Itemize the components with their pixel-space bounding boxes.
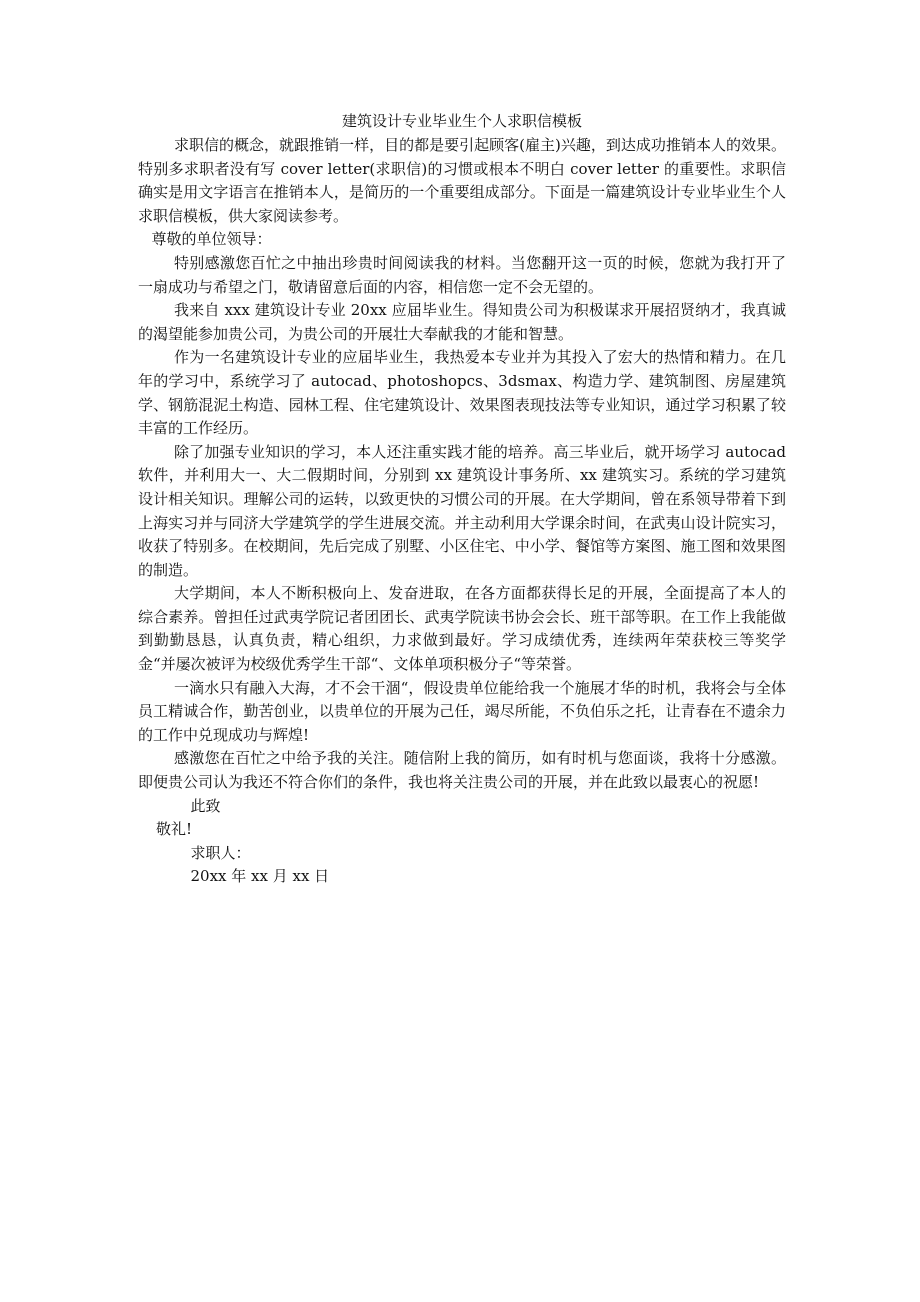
signer-line: 求职人： xyxy=(190,843,251,862)
closing-line-1: 此致 xyxy=(190,796,221,815)
salutation: 尊敬的单位领导： xyxy=(151,230,272,249)
document-page xyxy=(138,110,786,889)
body-paragraph-5: 大学期间，本人不断积极向上、发奋进取，在各方面都获得长足的开展，全面提高了本人的综合素养。曾担任过武夷学院记者团团长、武夷学院读书协会会长、班干部等职。在工作上我能做到勤勤恳恳，认真负责，精心组织，力求做到最好。学习成绩优秀，连续两年荣获校三等奖学金“并屡次被评为校级优秀学生干部“、文体单项积极分子“等荣誉。 xyxy=(138,584,786,674)
body-paragraph-6: 一滴水只有融入大海，才不会干涸“，假设贵单位能给我一个施展才华的时机，我将会与全体员工精诚合作，勤苦创业，以贵单位的开展为己任，竭尽所能，不负伯乐之托，让青春在不遗余力的工作中兑现成功与辉煌! xyxy=(138,678,786,744)
intro-paragraph: 求职信的概念，就跟推销一样，目的都是要引起顾客(雇主)兴趣，到达成功推销本人的效果。特别多求职者没有写 cover letter(求职信)的习惯或根本不明白 cover letter 的重要性。求职信确实是用文字语言在推销本人，是简历的一个重要组成部分。下面是一篇建筑设计专业毕业生个人求职信模板，供大家阅读参考。 xyxy=(138,136,786,225)
closing-line-2: 敬礼! xyxy=(156,820,193,839)
body-paragraph-3: 作为一名建筑设计专业的应届毕业生，我热爱本专业并为其投入了宏大的热情和精力。在几年的学习中，系统学习了 autocad、photoshopcs、3dsmax、构造力学、建筑制图、房屋建筑学、钢筋混泥土构造、园林工程、住宅建筑设计、效果图表现技法等专业知识，通过学习积累了较丰富的工作经历。 xyxy=(138,348,786,438)
date-line: 20xx 年 xx 月 xx 日 xyxy=(190,867,330,886)
document-title: 建筑设计专业毕业生个人求职信模板 xyxy=(341,112,582,130)
body-paragraph-1: 特别感激您百忙之中抽出珍贵时间阅读我的材料。当您翻开这一页的时候，您就为我打开了一扇成功与希望之门，敬请留意后面的内容，相信您一定不会无望的。 xyxy=(138,253,786,296)
body-paragraph-4: 除了加强专业知识的学习，本人还注重实践才能的培养。高三毕业后，就开场学习 autocad 软件，并利用大一、大二假期时间，分别到 xx 建筑设计事务所、xx 建筑实习。系统的学习建筑设计相关知识。理解公司的运转，以致更快的习惯公司的开展。在大学期间，曾在系领导带着下到上海实习并与同济大学建筑学的学生进展交流。并主动利用大学课余时间，在武夷山设计院实习，收获了特别多。在校期间，先后完成了别墅、小区住宅、中小学、餐馆等方案图、施工图和效果图的制造。 xyxy=(138,442,786,579)
body-paragraph-7: 感激您在百忙之中给予我的关注。随信附上我的简历，如有时机与您面谈，我将十分感激。即便贵公司认为我还不符合你们的条件，我也将关注贵公司的开展，并在此致以最衷心的祝愿! xyxy=(138,749,786,792)
body-paragraph-2: 我来自 xxx 建筑设计专业 20xx 应届毕业生。得知贵公司为积极谋求开展招贤纳才，我真诚的渴望能参加贵公司，为贵公司的开展壮大奉献我的才能和智慧。 xyxy=(138,301,786,343)
